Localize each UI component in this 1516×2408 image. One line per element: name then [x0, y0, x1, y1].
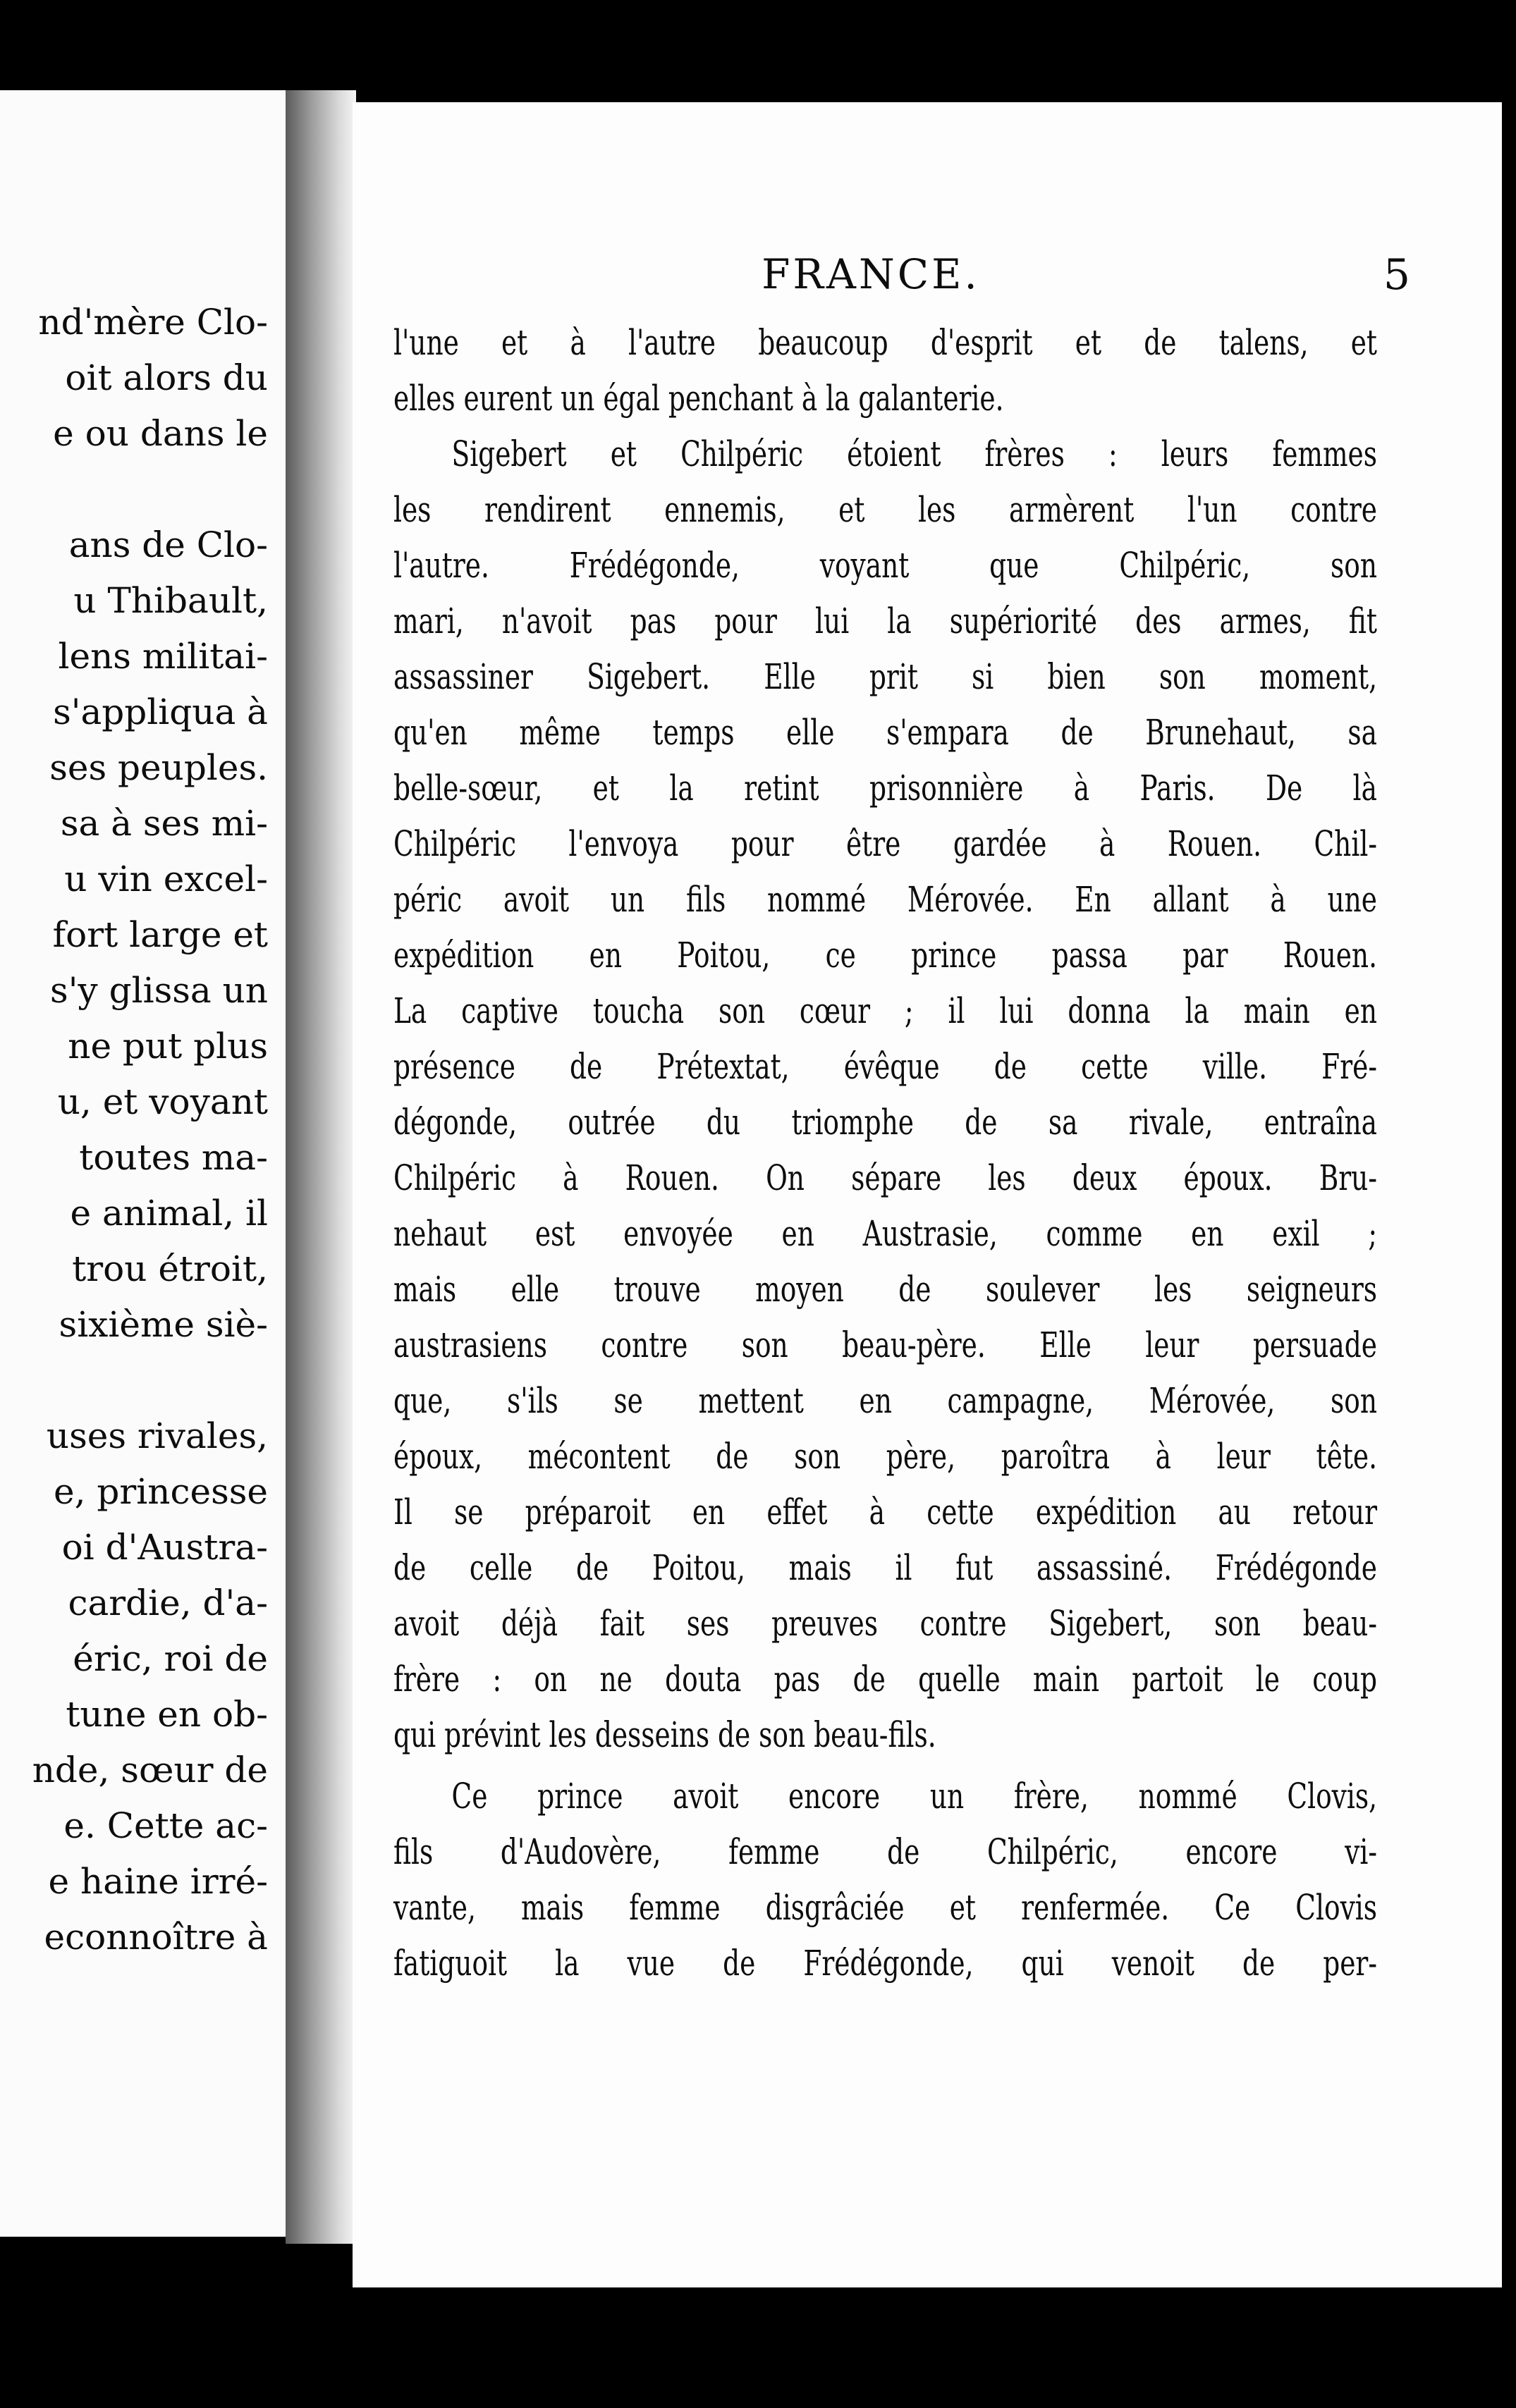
text-line: cardie, d'a- [68, 1583, 268, 1623]
text-line: éric, roi de [73, 1638, 268, 1679]
text-line: La captive toucha son cœur ; il lui donna la main en [393, 990, 1377, 1031]
text-line: péric avoit un fils nommé Mérovée. En allant à une [393, 879, 1377, 920]
text-line: lens militai- [58, 636, 268, 677]
text-line: e ou dans le [53, 413, 268, 454]
text-line: e, princesse [54, 1471, 268, 1512]
text-line: uses rivales, [46, 1415, 268, 1456]
text-gap [0, 1353, 268, 1408]
text-line: assassiner Sigebert. Elle prit si bien son moment, [393, 656, 1377, 697]
text-line: Chilpéric l'envoya pour être gardée à Rouen. Chil- [393, 823, 1377, 864]
text-line: ne put plus [68, 1026, 268, 1067]
text-line: u Thibault, [73, 580, 268, 621]
text-line: l'une et à l'autre beaucoup d'esprit et de talens, et [393, 322, 1377, 363]
text-line: s'appliqua à [53, 692, 268, 732]
text-line: fort large et [52, 914, 268, 955]
text-line: dégonde, outrée du triomphe de sa rivale, entraîna [393, 1102, 1377, 1143]
text-line: austrasiens contre son beau-père. Elle leur persuade [393, 1325, 1377, 1365]
text-line: s'y glissa un [50, 970, 268, 1011]
running-head: FRANCE. [762, 250, 980, 298]
text-line: vante, mais femme disgrâciée et renfermée. Ce Clovis [393, 1887, 1377, 1928]
page-header [353, 250, 1410, 307]
text-line: qui prévint les desseins de son beau-fils. [393, 1714, 936, 1755]
current-page [353, 102, 1502, 2287]
text-line: Sigebert et Chilpéric étoient frères : leurs femmes [451, 434, 1377, 474]
text-line: avoit déjà fait ses preuves contre Sigebert, son beau- [393, 1603, 1377, 1644]
text-line: mari, n'avoit pas pour lui la supériorité des armes, fit [393, 601, 1377, 641]
text-line: oi d'Austra- [61, 1527, 268, 1568]
text-line: toutes ma- [79, 1137, 268, 1178]
page-body [393, 315, 1377, 1991]
text-line: fatiguoit la vue de Frédégonde, qui venoit de per- [393, 1943, 1377, 1984]
text-line: mais elle trouve moyen de soulever les seigneurs [393, 1269, 1377, 1310]
text-line: tune en ob- [66, 1694, 268, 1735]
text-line: Il se préparoit en effet à cette expédition au retour [393, 1492, 1377, 1532]
text-line: elles eurent un égal penchant à la galanterie. [393, 378, 1004, 419]
text-line: époux, mécontent de son père, paroîtra à leur tête. [393, 1436, 1377, 1477]
text-line: l'autre. Frédégonde, voyant que Chilpéric, son [393, 545, 1377, 586]
text-line: expédition en Poitou, ce prince passa par Rouen. [393, 935, 1377, 976]
text-line: trou étroit, [72, 1248, 268, 1289]
text-line: u, et voyant [57, 1081, 268, 1122]
text-line: présence de Prétextat, évêque de cette ville. Fré- [393, 1046, 1377, 1087]
text-line: e. Cette ac- [63, 1805, 268, 1846]
text-line: nd'mère Clo- [38, 302, 268, 343]
page-number: 5 [1383, 250, 1410, 300]
text-line: que, s'ils se mettent en campagne, Mérovée, son [393, 1380, 1377, 1421]
text-line: sa à ses mi- [60, 803, 268, 844]
previous-page [0, 90, 286, 2237]
text-line: Chilpéric à Rouen. On sépare les deux époux. Bru- [393, 1157, 1377, 1198]
previous-page-text [0, 295, 268, 1965]
text-line: qu'en même temps elle s'empara de Brunehaut, sa [393, 712, 1377, 753]
book-gutter [286, 90, 356, 2244]
text-line: frère : on ne douta pas de quelle main partoit le coup [393, 1659, 1377, 1700]
text-line: econnoître à [44, 1917, 268, 1958]
text-line: u vin excel- [64, 859, 268, 899]
text-line: fils d'Audovère, femme de Chilpéric, encore vi- [393, 1831, 1377, 1872]
text-line: oit alors du [65, 357, 268, 398]
text-line: les rendirent ennemis, et les armèrent l'un contre [393, 489, 1377, 530]
text-line: Ce prince avoit encore un frère, nommé Clovis, [451, 1776, 1377, 1817]
text-line: e haine irré- [48, 1861, 268, 1902]
text-line: ses peuples. [49, 747, 268, 788]
text-line: nde, sœur de [32, 1750, 268, 1790]
text-line: de celle de Poitou, mais il fut assassiné. Frédégonde [393, 1547, 1377, 1588]
text-gap [0, 462, 268, 517]
text-line: ans de Clo- [68, 524, 268, 565]
text-line: belle-sœur, et la retint prisonnière à Paris. De là [393, 768, 1377, 809]
text-line: sixième siè- [59, 1304, 268, 1345]
text-line: e animal, il [70, 1193, 268, 1234]
text-line: nehaut est envoyée en Austrasie, comme en exil ; [393, 1213, 1377, 1254]
